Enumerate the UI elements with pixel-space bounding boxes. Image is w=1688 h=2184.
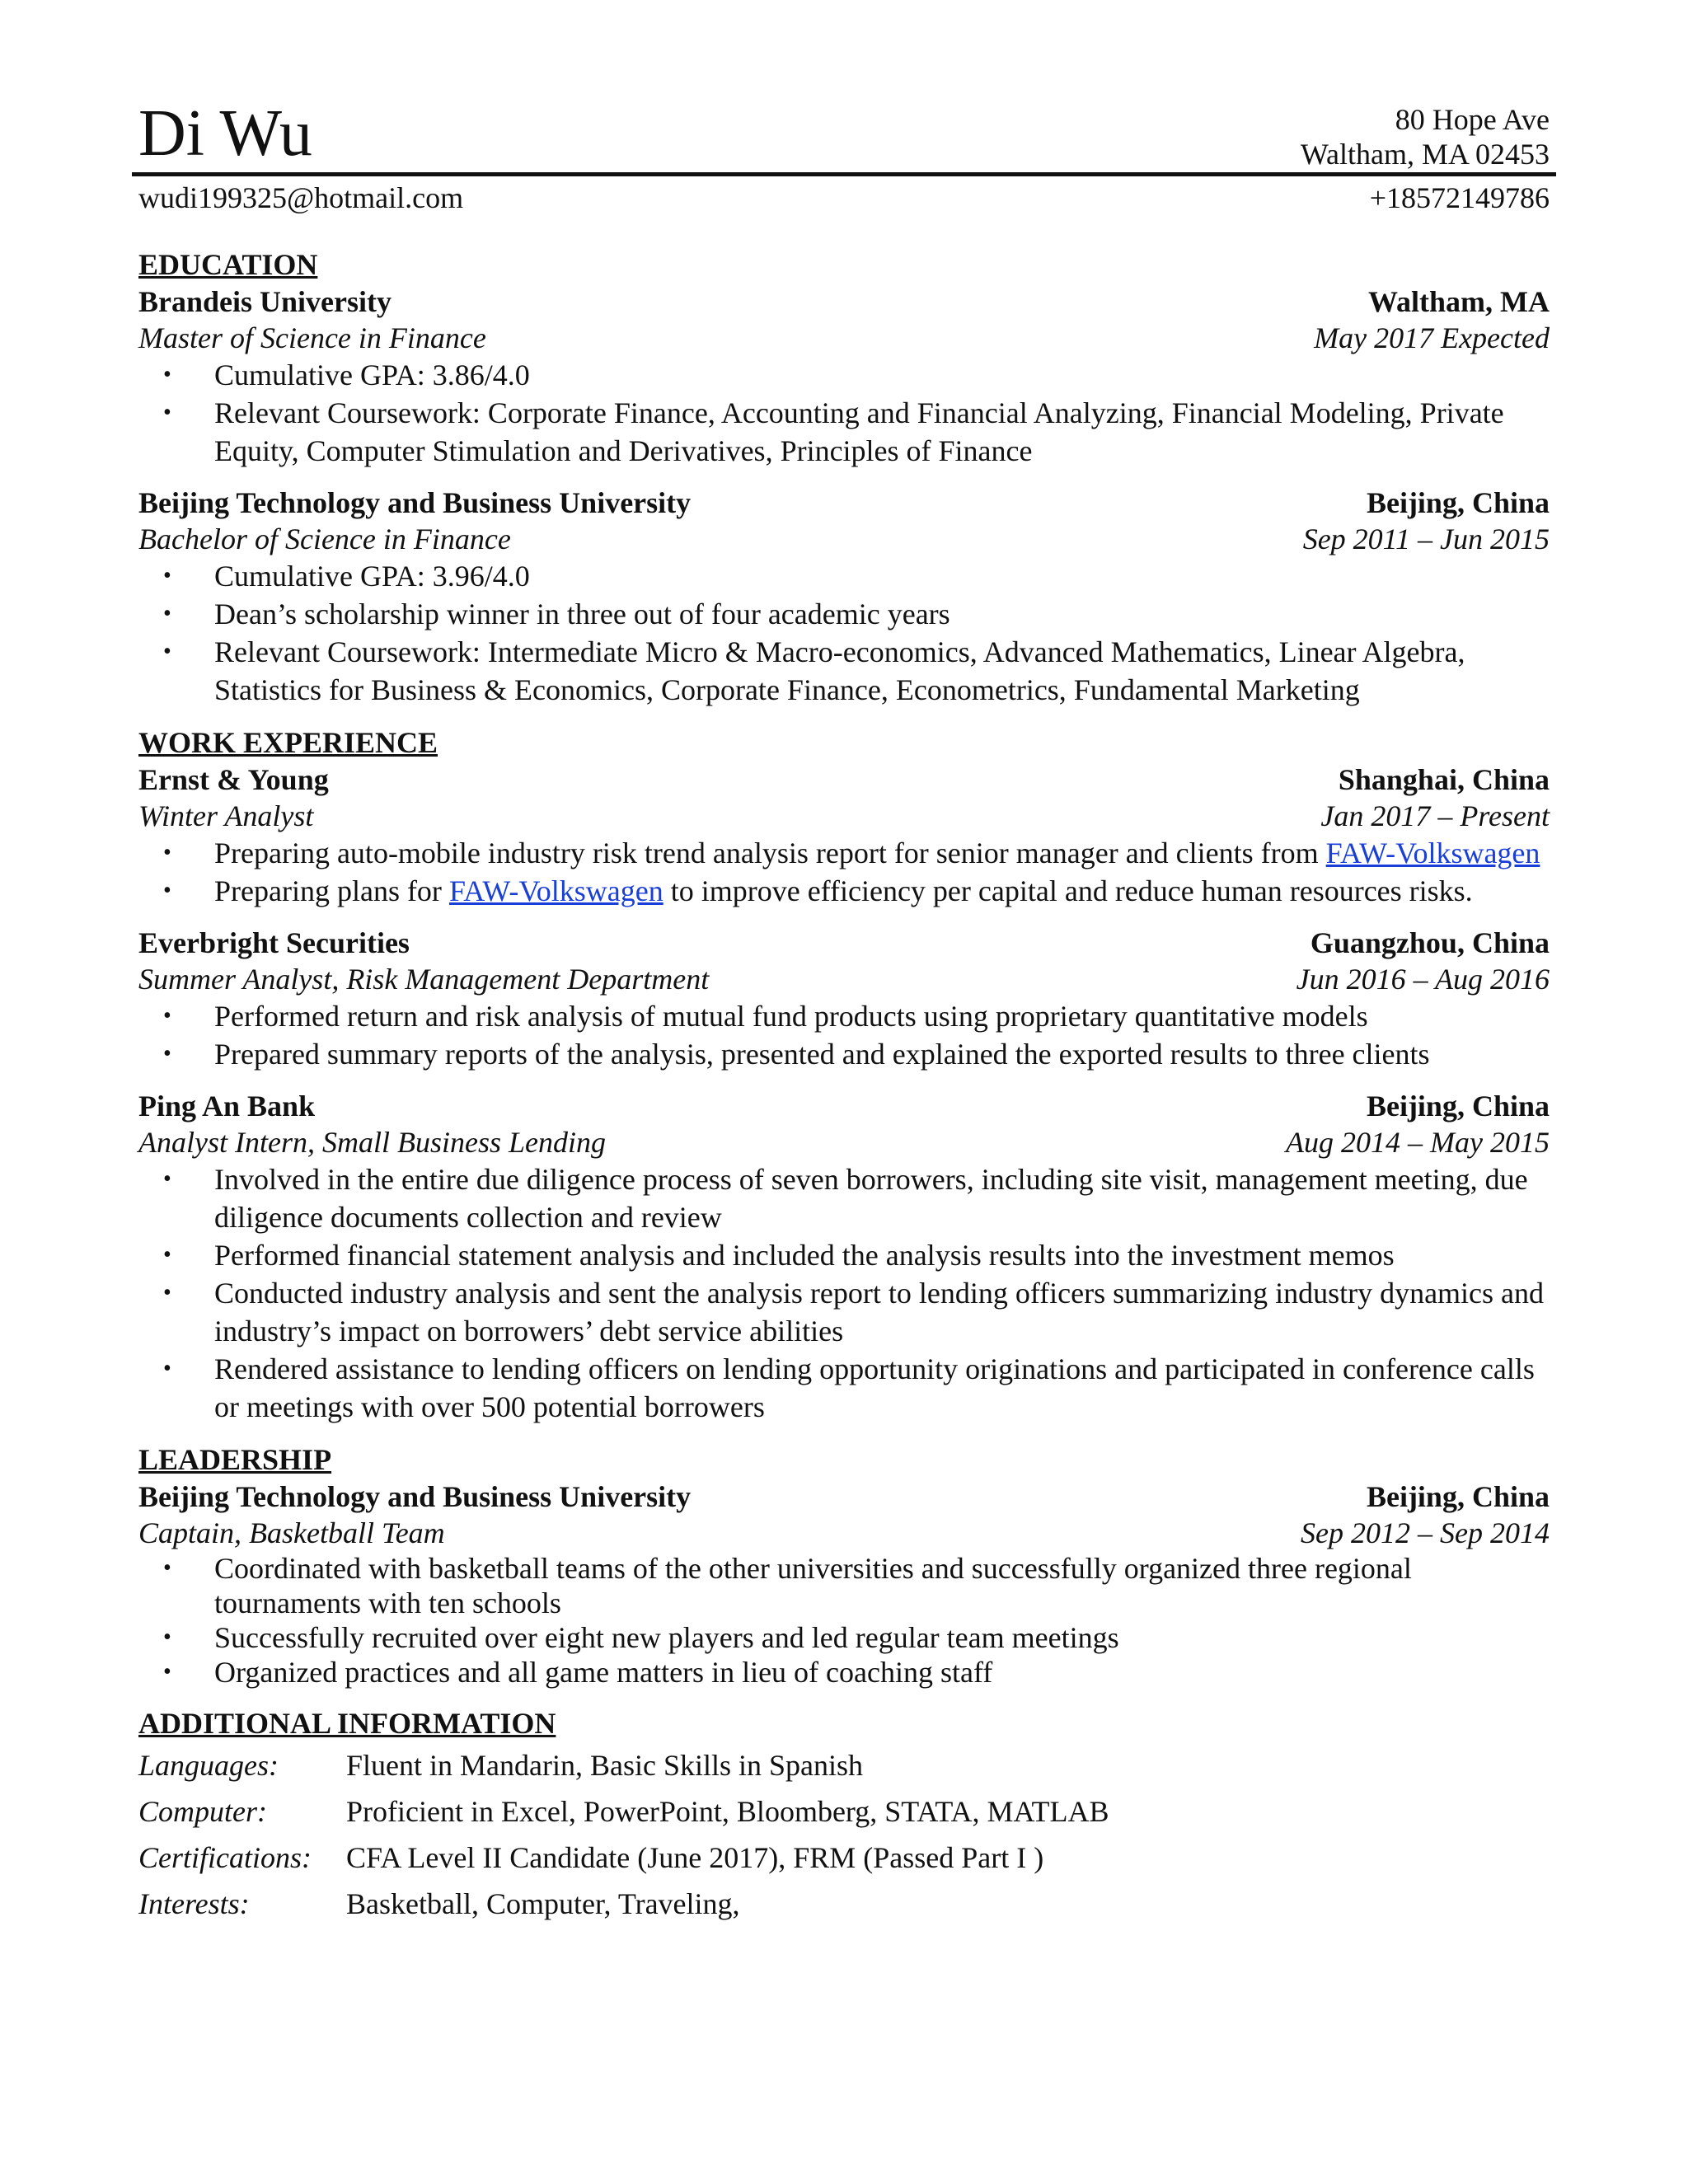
dates: May 2017 Expected [1314, 321, 1550, 354]
dates: Jun 2016 – Aug 2016 [1296, 963, 1550, 996]
dates: Sep 2011 – Jun 2015 [1302, 523, 1550, 555]
dates: Sep 2012 – Sep 2014 [1301, 1516, 1550, 1549]
dates: Aug 2014 – May 2015 [1286, 1126, 1550, 1159]
work-experience-section [138, 724, 1550, 1426]
section-heading: LEADERSHIP [138, 1443, 332, 1476]
section-heading: WORK EXPERIENCE [138, 726, 438, 759]
bullet-item: • Organized practices and all game matters in lieu of coaching staff [138, 1655, 1550, 1690]
bullet-text: Preparing plans for [214, 874, 449, 907]
institution-name: Beijing Technology and Business University [138, 486, 692, 519]
leadership-section [138, 1441, 1550, 1690]
bullet-item: • Performed return and risk analysis of mutual fund products using proprietary quantitative models [138, 997, 1550, 1035]
info-row [138, 1881, 1550, 1927]
education-entry [138, 485, 1550, 709]
job-title: Winter Analyst [138, 799, 314, 832]
bullet-item: • Cumulative GPA: 3.86/4.0 [138, 356, 1550, 394]
address-block [1301, 102, 1550, 171]
info-value: Fluent in Mandarin, Basic Skills in Spanish [346, 1749, 863, 1782]
section-heading: ADDITIONAL INFORMATION [138, 1707, 556, 1740]
info-value: Proficient in Excel, PowerPoint, Bloomberg, STATA, MATLAB [346, 1795, 1109, 1828]
organization-name: Beijing Technology and Business University [138, 1480, 692, 1513]
candidate-name: Di Wu [138, 97, 312, 170]
location: Beijing, China [1366, 1480, 1550, 1513]
dates: Jan 2017 – Present [1320, 799, 1550, 832]
location: Shanghai, China [1338, 763, 1550, 796]
location: Waltham, MA [1368, 285, 1550, 318]
bullet-item: • Successfully recruited over eight new players and led regular team meetings [138, 1620, 1550, 1655]
employer-name: Ping An Bank [138, 1090, 316, 1122]
info-row [138, 1788, 1550, 1835]
work-entry [138, 925, 1550, 1073]
bullet-item [138, 872, 1550, 910]
bullet-item: • Relevant Coursework: Intermediate Micro & Macro-economics, Advanced Mathematics, Linear Algebra, Statistics for Business & Economics, Corporate Finance, Econometrics, Fundamental Marketing [138, 633, 1550, 709]
education-entry [138, 284, 1550, 470]
section-heading: EDUCATION [138, 248, 318, 281]
institution-name: Brandeis University [138, 285, 392, 318]
info-value: CFA Level II Candidate (June 2017), FRM (Passed Part I ) [346, 1841, 1044, 1874]
bullet-item: • Dean’s scholarship winner in three out of four academic years [138, 595, 1550, 633]
phone-number: +18572149786 [1369, 181, 1550, 214]
bullet-item [138, 834, 1550, 872]
job-title: Analyst Intern, Small Business Lending [138, 1126, 606, 1159]
degree: Bachelor of Science in Finance [138, 523, 511, 555]
education-section [138, 246, 1550, 709]
address-line-2: Waltham, MA 02453 [1300, 138, 1550, 171]
bullet-item: • Conducted industry analysis and sent the analysis report to lending officers summarizing industry dynamics and industry’s impact on borrowers’ debt service abilities [138, 1274, 1550, 1350]
address-line-1: 80 Hope Ave [1395, 103, 1550, 136]
info-row [138, 1742, 1550, 1788]
bullet-item: • Cumulative GPA: 3.96/4.0 [138, 557, 1550, 595]
info-label: Languages: [138, 1749, 279, 1782]
work-entry [138, 1088, 1550, 1426]
bullet-item: • Prepared summary reports of the analysis, presented and explained the exported results to three clients [138, 1035, 1550, 1073]
bullet-text: Preparing auto-mobile industry risk trend analysis report for senior manager and clients from [214, 837, 1326, 869]
info-label: Interests: [138, 1887, 250, 1920]
role-title: Captain, Basketball Team [138, 1516, 445, 1549]
email-address[interactable]: wudi199325@hotmail.com [138, 181, 464, 214]
faw-volkswagen-link[interactable]: FAW-Volkswagen [448, 874, 663, 907]
bullet-item: • Performed financial statement analysis and included the analysis results into the investment memos [138, 1236, 1550, 1274]
bullet-item: • Relevant Coursework: Corporate Finance, Accounting and Financial Analyzing, Financial Modeling, Private Equity, Computer Stimulation and Derivatives, Principles of Finance [138, 394, 1550, 470]
info-label: Computer: [138, 1795, 267, 1828]
work-entry [138, 762, 1550, 910]
location: Beijing, China [1366, 486, 1550, 519]
header-divider [132, 172, 1556, 176]
additional-information-section [138, 1704, 1550, 1927]
bullet-item: • Rendered assistance to lending officers on lending opportunity originations and participated in conference calls or meetings with over 500 potential borrowers [138, 1350, 1550, 1426]
employer-name: Everbright Securities [138, 926, 410, 959]
job-title: Summer Analyst, Risk Management Department [138, 963, 710, 996]
bullet-item: • Coordinated with basketball teams of the other universities and successfully organized three regional tournaments with ten schools [138, 1551, 1550, 1620]
bullet-text: to improve efficiency per capital and reduce human resources risks. [663, 874, 1473, 907]
info-value: Basketball, Computer, Traveling, [346, 1887, 740, 1920]
degree: Master of Science in Finance [138, 321, 486, 354]
employer-name: Ernst & Young [138, 763, 329, 796]
faw-volkswagen-link[interactable]: FAW-Volkswagen [1325, 837, 1540, 869]
location: Beijing, China [1366, 1090, 1550, 1122]
location: Guangzhou, China [1310, 926, 1550, 959]
info-row [138, 1835, 1550, 1881]
info-label: Certifications: [138, 1841, 312, 1874]
leadership-entry [138, 1479, 1550, 1690]
bullet-item: • Involved in the entire due diligence process of seven borrowers, including site visit, management meeting, due diligence documents collection and review [138, 1160, 1550, 1236]
resume-body [138, 246, 1550, 1927]
